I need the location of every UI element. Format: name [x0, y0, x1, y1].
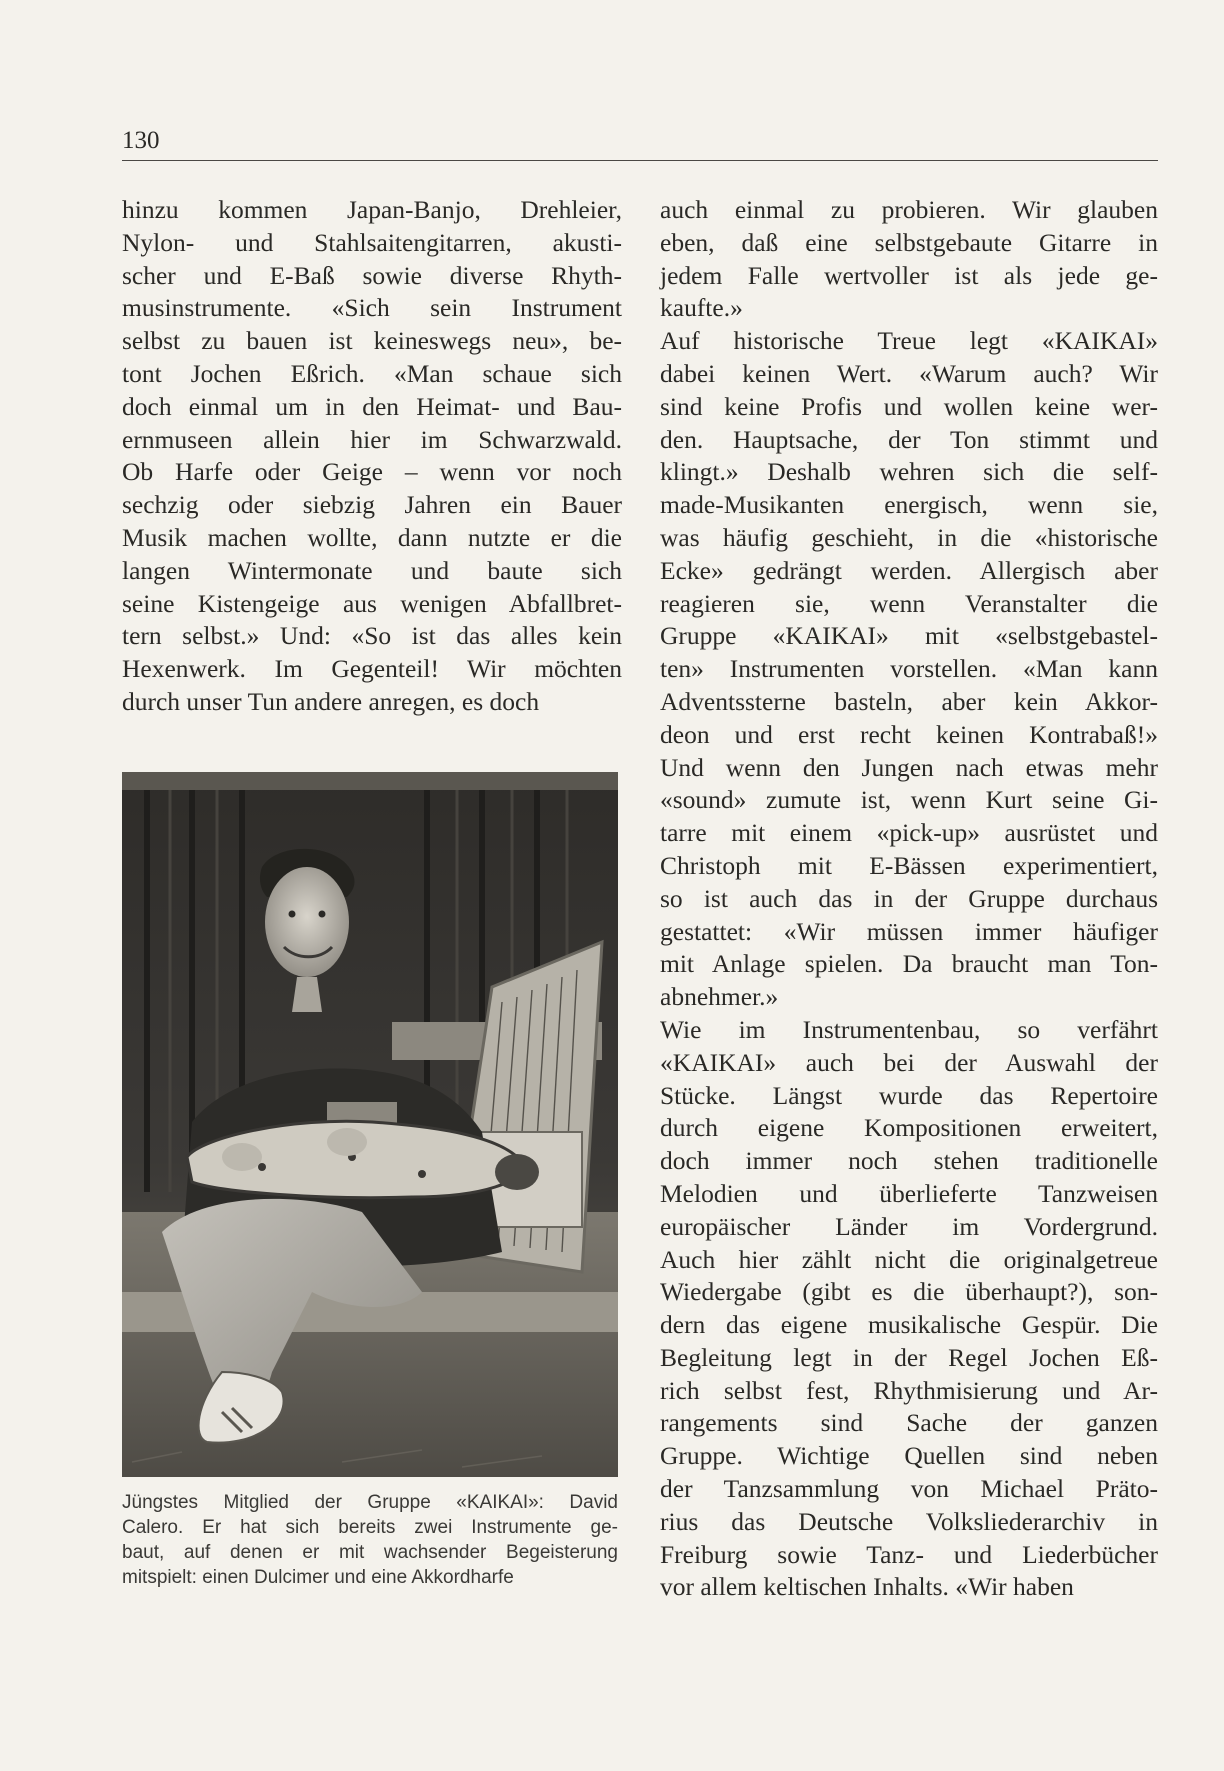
right-column-line: reagieren sie, wenn Veranstalter die	[660, 588, 1158, 618]
left-column-line: musinstrumente. «Sich sein Instrument	[122, 293, 622, 323]
right-column-line: kaufte.»	[660, 293, 743, 323]
page-number: 130	[122, 127, 160, 154]
photo-david-calero	[122, 772, 618, 1477]
right-column-line: rius das Deutsche Volksliederarchiv in	[660, 1506, 1158, 1536]
right-column-line: abnehmer.»	[660, 982, 779, 1012]
right-column-line: jedem Falle wertvoller ist als jede ge-	[660, 260, 1158, 290]
left-column-line: ernmuseen allein hier im Schwarzwald.	[122, 424, 622, 454]
right-column-line: was häufig geschieht, in die «historische	[660, 522, 1158, 552]
right-column-line: vor allem keltischen Inhalts. «Wir haben	[660, 1572, 1074, 1602]
right-column-line: eben, daß eine selbstgebaute Gitarre in	[660, 227, 1158, 257]
left-column-line: Hexenwerk. Im Gegenteil! Wir möchten	[122, 654, 622, 684]
right-column-line: Stücke. Längst wurde das Repertoire	[660, 1080, 1158, 1110]
left-column-line: durch unser Tun andere anregen, es doch	[122, 686, 540, 716]
left-column-line: tont Jochen Eßrich. «Man schaue sich	[122, 358, 622, 388]
right-column-line: Gruppe «KAIKAI» mit «selbstgebastel-	[660, 621, 1158, 651]
right-column-line: Auch hier zählt nicht die originalgetreue	[660, 1244, 1158, 1274]
caption-line: baut, auf denen er mit wachsender Begeisterung	[122, 1542, 618, 1563]
left-column-line: Musik machen wollte, dann nutzte er die	[122, 522, 622, 552]
right-column-line: Ecke» gedrängt werden. Allergisch aber	[660, 555, 1158, 585]
right-column-line: «sound» zumute ist, wenn Kurt seine Gi-	[660, 785, 1158, 815]
right-column-line: Auf historische Treue legt «KAIKAI»	[660, 326, 1158, 356]
right-column-line: Wie im Instrumentenbau, so verfährt	[660, 1014, 1158, 1044]
right-column-line: tarre mit einem «pick-up» ausrüstet und	[660, 818, 1158, 848]
right-column-line: klingt.» Deshalb wehren sich die self-	[660, 457, 1158, 487]
right-column-line: europäischer Länder im Vordergrund.	[660, 1211, 1158, 1241]
photo-illustration	[122, 772, 618, 1477]
right-column-line: rich selbst fest, Rhythmisierung und Ar-	[660, 1375, 1158, 1405]
left-column-line: Ob Harfe oder Geige – wenn vor noch	[122, 457, 622, 487]
left-column-line: langen Wintermonate und baute sich	[122, 555, 622, 585]
right-column-line: doch immer noch stehen traditionelle	[660, 1146, 1158, 1176]
right-column-line: Und wenn den Jungen nach etwas mehr	[660, 752, 1158, 782]
right-column-line: «KAIKAI» auch bei der Auswahl der	[660, 1047, 1158, 1077]
right-column-line: Wiedergabe (gibt es die überhaupt?), son-	[660, 1277, 1158, 1307]
right-column-line: ten» Instrumenten vorstellen. «Man kann	[660, 654, 1158, 684]
right-column-line: Gruppe. Wichtige Quellen sind neben	[660, 1441, 1158, 1471]
right-column-line: den. Hauptsache, der Ton stimmt und	[660, 424, 1158, 454]
left-text-column	[122, 194, 622, 719]
right-column-line: durch eigene Kompositionen erweitert,	[660, 1113, 1158, 1143]
left-column-line: selbst zu bauen ist keineswegs neu», be-	[122, 326, 622, 356]
right-column-line: sind keine Profis und wollen keine wer-	[660, 391, 1158, 421]
right-column-line: mit Anlage spielen. Da braucht man Ton-	[660, 949, 1158, 979]
left-column-line: hinzu kommen Japan-Banjo, Drehleier,	[122, 195, 622, 224]
right-column-line: rangements sind Sache der ganzen	[660, 1408, 1158, 1438]
right-column-line: dabei keinen Wert. «Warum auch? Wir	[660, 358, 1158, 388]
left-column-line: seine Kistengeige aus wenigen Abfallbret-	[122, 588, 622, 618]
right-column-line: deon und erst recht keinen Kontrabaß!»	[660, 719, 1158, 749]
right-column-line: gestattet: «Wir müssen immer häufiger	[660, 916, 1158, 946]
right-column-line: dern das eigene musikalische Gespür. Die	[660, 1310, 1158, 1340]
caption-line: Jüngstes Mitglied der Gruppe «KAIKAI»: David	[122, 1492, 618, 1513]
left-column-line: sechzig oder siebzig Jahren ein Bauer	[122, 490, 622, 520]
right-column-line: Begleitung legt in der Regel Jochen Eß-	[660, 1342, 1158, 1372]
right-column-line: Christoph mit E-Bässen experimentiert,	[660, 850, 1158, 880]
right-column-line: Freiburg sowie Tanz- und Liederbücher	[660, 1539, 1158, 1569]
right-column-line: Melodien und überlieferte Tanzweisen	[660, 1178, 1158, 1208]
left-column-line: Nylon- und Stahlsaitengitarren, akusti-	[122, 227, 622, 257]
photo-caption	[122, 1490, 618, 1590]
right-column-line: made-Musikanten energisch, wenn sie,	[660, 490, 1158, 520]
header-rule	[122, 160, 1158, 161]
right-column-line: so ist auch das in der Gruppe durchaus	[660, 883, 1158, 913]
left-column-line: doch einmal um in den Heimat- und Bau-	[122, 391, 622, 421]
right-text-column	[660, 194, 1158, 1604]
caption-line: mitspielt: einen Dulcimer und eine Akkordharfe	[122, 1567, 514, 1588]
right-column-line: auch einmal zu probieren. Wir glauben	[660, 195, 1158, 224]
right-column-line: Adventssterne basteln, aber kein Akkor-	[660, 686, 1158, 716]
right-column-line: der Tanzsammlung von Michael Präto-	[660, 1474, 1158, 1504]
caption-line: Calero. Er hat sich bereits zwei Instrumente ge-	[122, 1517, 618, 1538]
left-column-line: tern selbst.» Und: «So ist das alles kein	[122, 621, 622, 651]
left-column-line: scher und E-Baß sowie diverse Rhyth-	[122, 260, 622, 290]
